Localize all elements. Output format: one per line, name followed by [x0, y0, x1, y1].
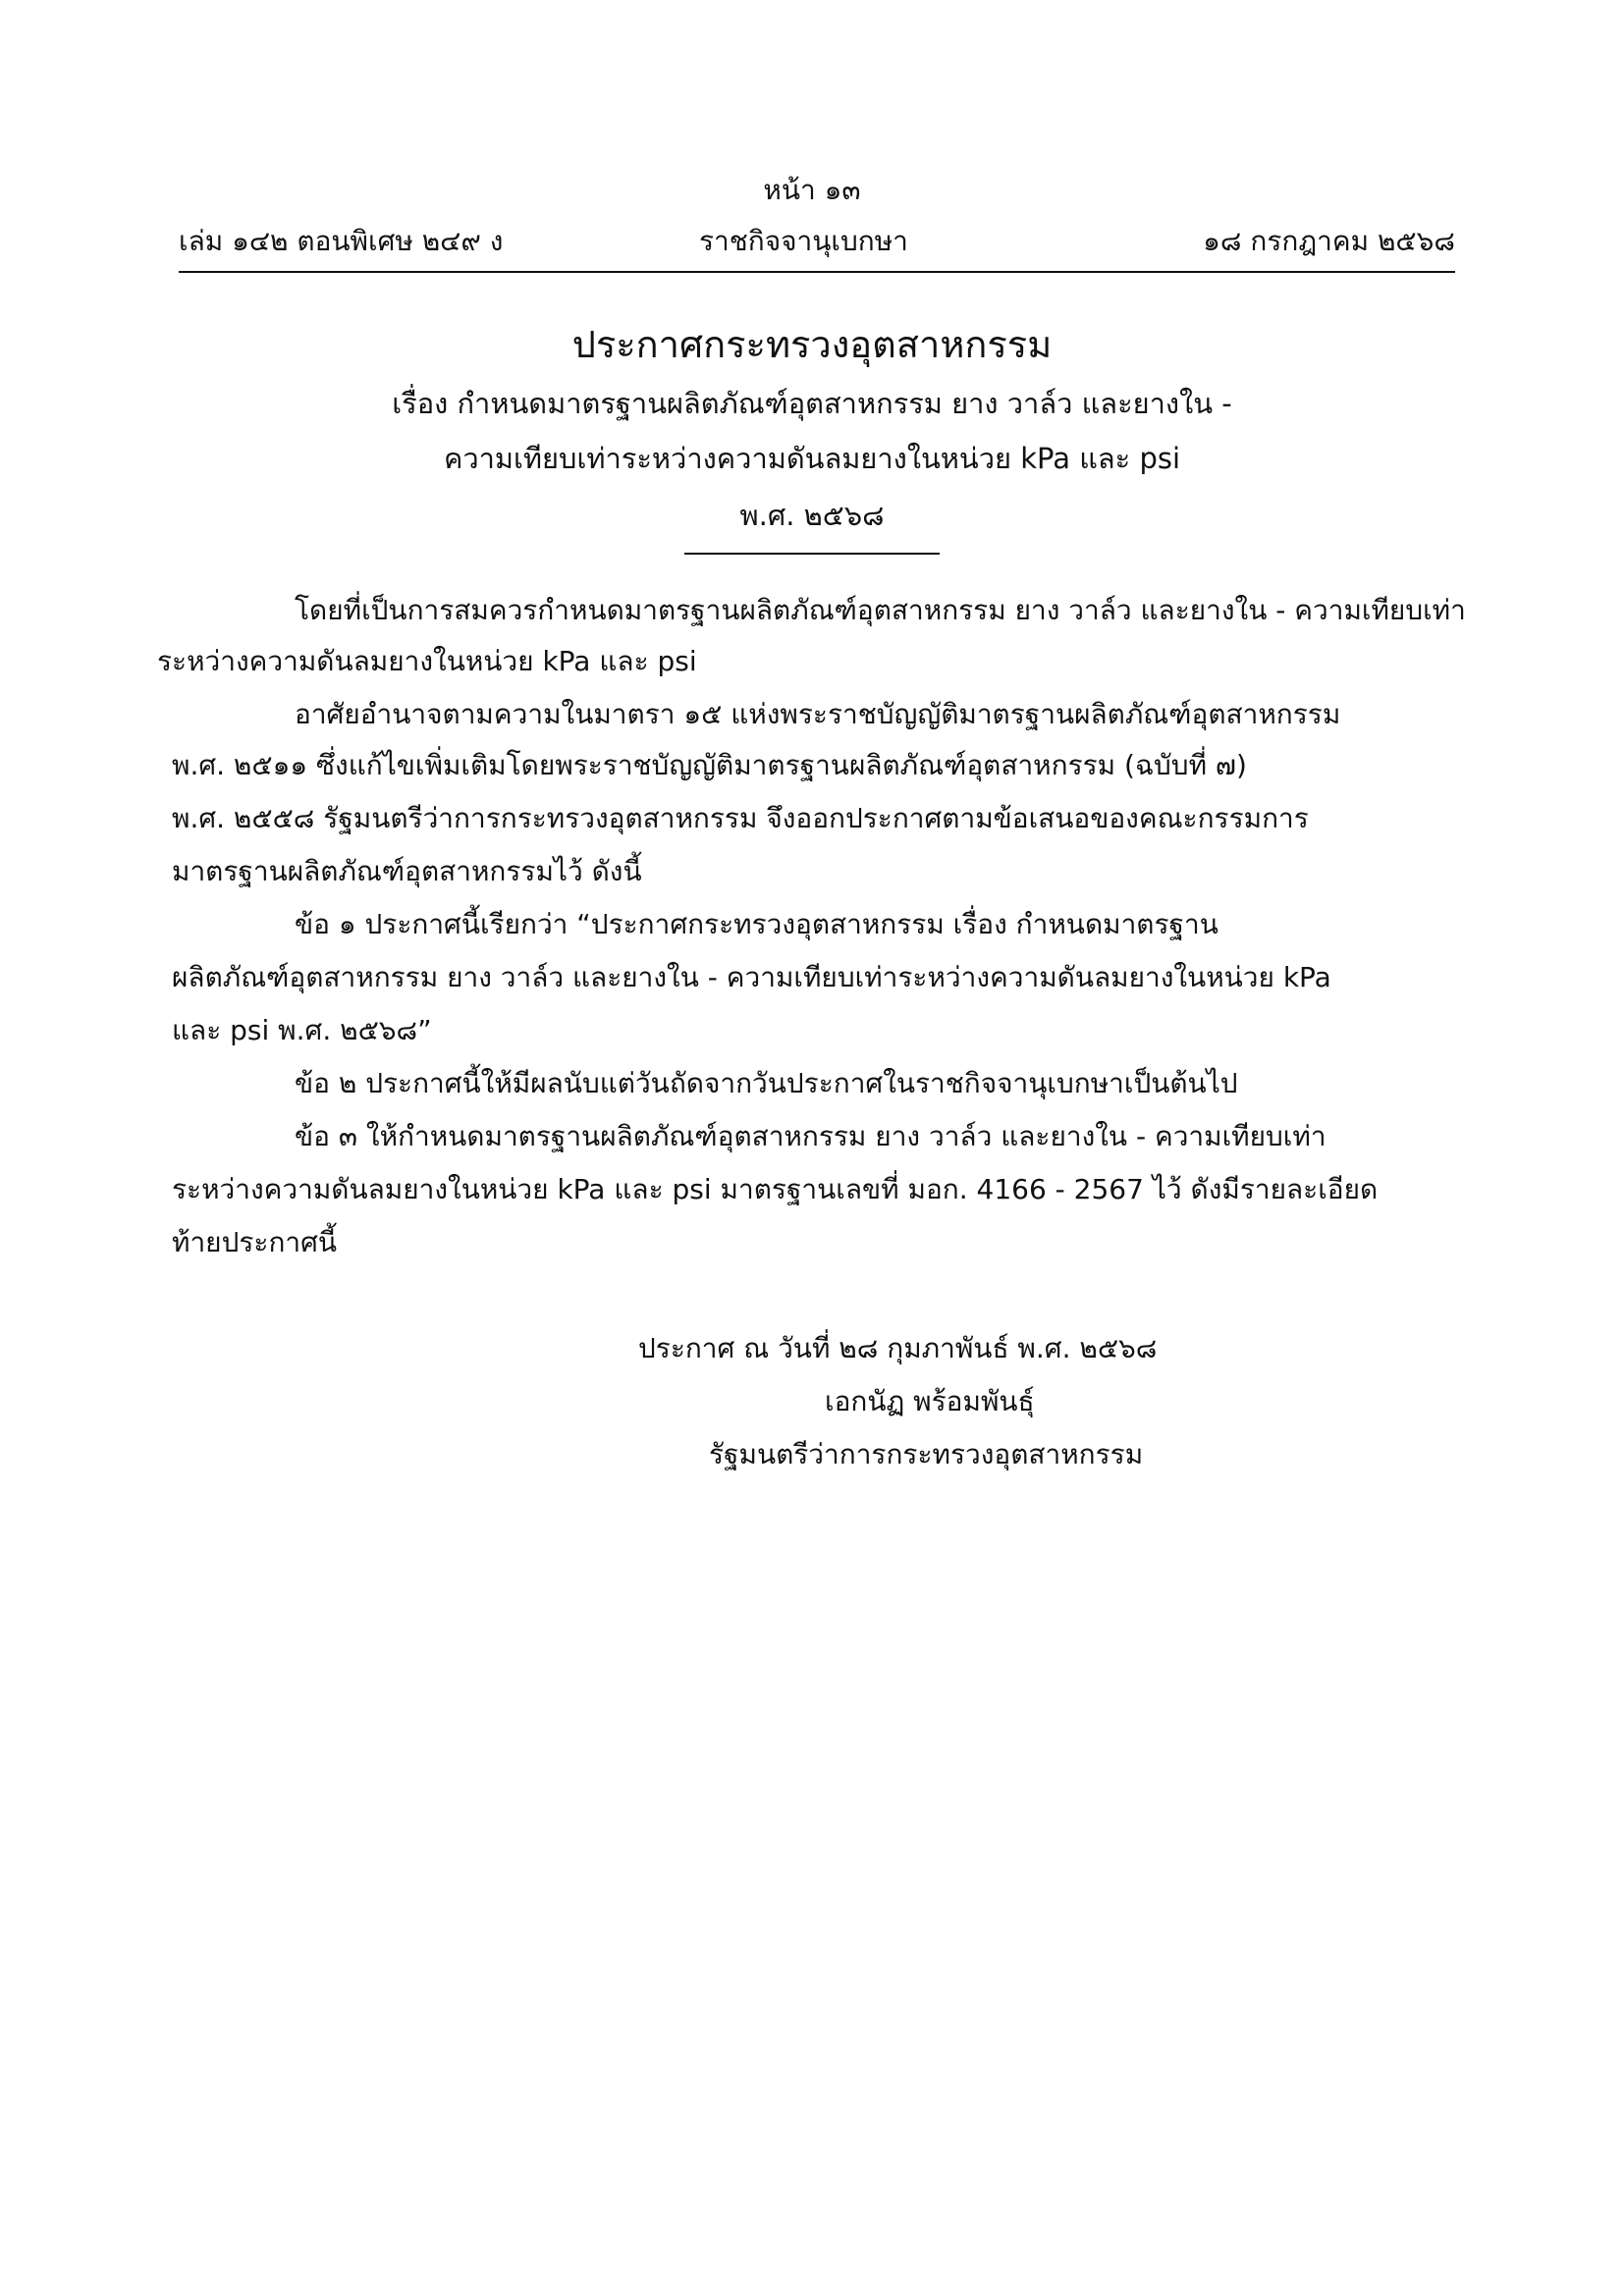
clause-3-line: ข้อ ๓ ให้กำหนดมาตรฐานผลิตภัณฑ์อุตสาหกรรม ยาง วาล์ว และยางใน - ความเทียบเท่า [295, 1120, 1326, 1152]
preamble-line: ระหว่างความดันลมยางในหน่วย kPa และ psi [157, 645, 697, 677]
clause-3-line: ระหว่างความดันลมยางในหน่วย kPa และ psi มาตรฐานเลขที่ มอก. 4166 - 2567 ไว้ ดังมีรายละเอียด [172, 1173, 1379, 1205]
page-number: หน้า ๑๓ [763, 174, 861, 206]
gazette-name: ราชกิจจานุเบกษา [699, 225, 908, 257]
subject-line-3: พ.ศ. ๒๕๖๘ [739, 499, 885, 532]
subject-line-1: เรื่อง กำหนดมาตรฐานผลิตภัณฑ์อุตสาหกรรม ยาง วาล์ว และยางใน - [392, 387, 1232, 420]
clause-1-line: และ psi พ.ศ. ๒๕๖๘” [172, 1014, 432, 1046]
authority-line: อาศัยอำนาจตามความในมาตรา ๑๕ แห่งพระราชบัญญัติมาตรฐานผลิตภัณฑ์อุตสาหกรรม [295, 698, 1341, 730]
volume-issue: เล่ม ๑๔๒ ตอนพิเศษ ๒๔๙ ง [179, 225, 504, 257]
announcement-date: ประกาศ ณ วันที่ ๒๘ กุมภาพันธ์ พ.ศ. ๒๕๖๘ [638, 1332, 1158, 1364]
authority-line: พ.ศ. ๒๕๑๑ ซึ่งแก้ไขเพิ่มเติมโดยพระราชบัญญัติมาตรฐานผลิตภัณฑ์อุตสาหกรรม (ฉบับที่ ๗) [172, 749, 1247, 781]
signatory-position: รัฐมนตรีว่าการกระทรวงอุตสาหกรรม [709, 1438, 1144, 1470]
preamble-line: โดยที่เป็นการสมควรกำหนดมาตรฐานผลิตภัณฑ์อุตสาหกรรม ยาง วาล์ว และยางใน - ความเทียบเท่า [295, 594, 1466, 626]
title-rule [684, 553, 940, 555]
document-title: ประกาศกระทรวงอุตสาหกรรม [571, 323, 1053, 366]
clause-3-line: ท้ายประกาศนี้ [172, 1226, 338, 1258]
signatory-name: เอกนัฏ พร้อมพันธุ์ [825, 1385, 1035, 1417]
authority-line: พ.ศ. ๒๕๕๘ รัฐมนตรีว่าการกระทรวงอุตสาหกรรม จึงออกประกาศตามข้อเสนอของคณะกรรมการ [172, 802, 1309, 834]
subject-line-2: ความเทียบเท่าระหว่างความดันลมยางในหน่วย kPa และ psi [443, 442, 1181, 475]
header-rule [179, 271, 1455, 273]
authority-line: มาตรฐานผลิตภัณฑ์อุตสาหกรรมไว้ ดังนี้ [172, 855, 642, 887]
gazette-date: ๑๘ กรกฎาคม ๒๕๖๘ [1203, 225, 1455, 257]
clause-2-line: ข้อ ๒ ประกาศนี้ให้มีผลนับแต่วันถัดจากวันประกาศในราชกิจจานุเบกษาเป็นต้นไป [295, 1067, 1238, 1099]
clause-1-line: ผลิตภัณฑ์อุตสาหกรรม ยาง วาล์ว และยางใน - ความเทียบเท่าระหว่างความดันลมยางในหน่วย kPa [172, 961, 1331, 993]
clause-1-line: ข้อ ๑ ประกาศนี้เรียกว่า “ประกาศกระทรวงอุตสาหกรรม เรื่อง กำหนดมาตรฐาน [295, 908, 1218, 940]
gazette-header [179, 220, 1455, 259]
